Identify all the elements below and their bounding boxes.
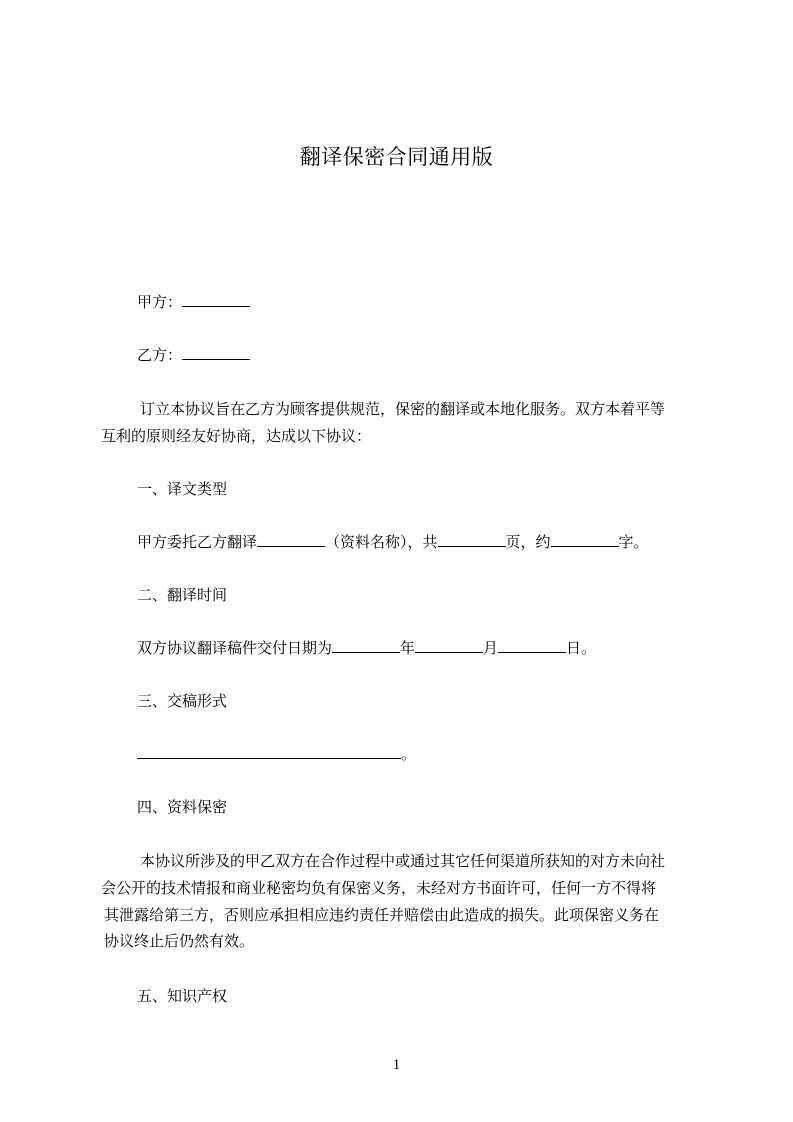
section-3-end: 。	[401, 745, 417, 763]
party-b-blank	[182, 345, 250, 360]
day-label: 日。	[566, 639, 597, 657]
section-2-heading: 二、翻译时间	[137, 586, 228, 604]
section-2-text	[137, 638, 596, 658]
section-4-paragraph	[0, 851, 793, 951]
page-number: 1	[392, 1057, 401, 1073]
party-a-blank	[182, 292, 250, 307]
year-blank	[332, 638, 400, 653]
intro-line-2: 互利的原则经友好协商，达成以下协议：	[101, 427, 372, 445]
party-a-label: 甲方：	[137, 293, 183, 311]
section-1-text-a: 甲方委托乙方翻译	[137, 533, 258, 551]
page-count-blank	[438, 532, 506, 547]
month-label: 月	[483, 639, 499, 657]
intro-line-1: 订立本协议旨在乙方为顾客提供规范，保密的翻译或本地化服务。双方本着平等	[140, 400, 666, 418]
section-4-line-1: 本协议所涉及的甲乙双方在合作过程中或通过其它任何渠道所获知的对方未向社	[140, 852, 666, 870]
section-4-line-3: 其泄露给第三方，否则应承担相应违约责任并赔偿由此造成的损失。此项保密义务在	[104, 906, 660, 924]
material-name-blank	[257, 532, 325, 547]
party-a-line	[137, 292, 250, 312]
party-b-label: 乙方：	[137, 346, 183, 364]
word-count-blank	[551, 532, 619, 547]
section-1-text-b: （资料名称），共	[325, 533, 438, 551]
section-4-line-4: 协议终止后仍然有效。	[104, 932, 255, 950]
section-3-heading: 三、交稿形式	[137, 692, 228, 710]
section-4-heading: 四、资料保密	[137, 798, 228, 816]
section-3-text	[137, 744, 416, 764]
section-1-heading: 一、译文类型	[137, 480, 228, 498]
section-2-text-a: 双方协议翻译稿件交付日期为	[137, 639, 333, 657]
day-blank	[498, 638, 566, 653]
section-4-line-2: 会公开的技术情报和商业秘密均负有保密义务，未经对方书面许可，任何一方不得将	[101, 879, 657, 897]
party-b-line	[137, 345, 250, 365]
year-label: 年	[400, 639, 416, 657]
section-1-text-c: 页，约	[505, 533, 551, 551]
section-1-text-d: 字。	[618, 533, 649, 551]
delivery-form-blank	[137, 744, 401, 759]
document-title: 翻译保密合同通用版	[299, 145, 494, 169]
section-1-text	[137, 532, 649, 552]
month-blank	[415, 638, 483, 653]
section-5-heading: 五、知识产权	[137, 987, 228, 1005]
intro-paragraph	[0, 399, 793, 447]
